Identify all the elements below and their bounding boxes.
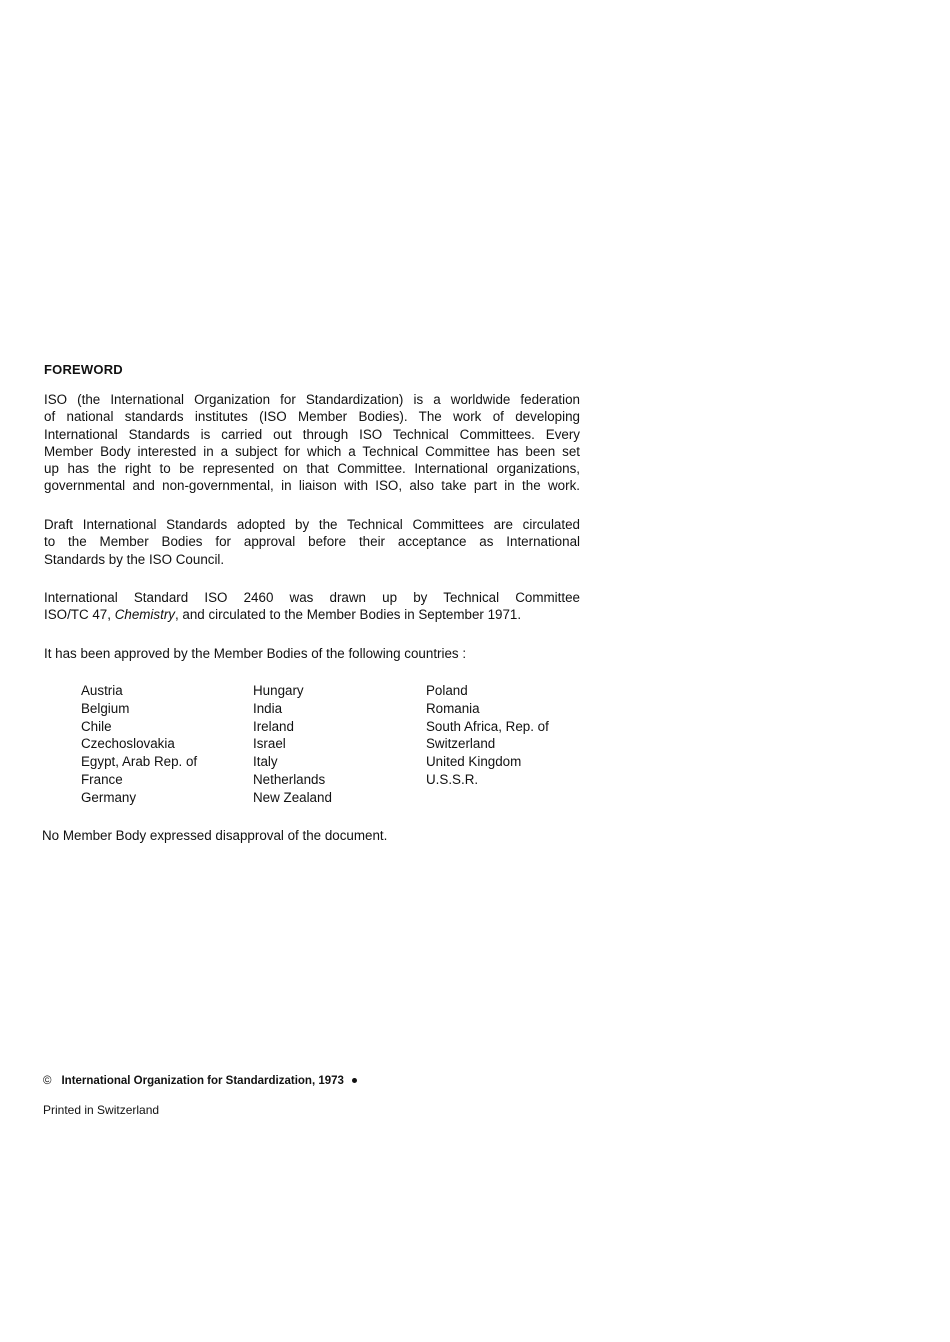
- country-item: Hungary: [253, 683, 304, 698]
- text-line: Standards by the ISO Council.: [44, 551, 225, 567]
- copyright-notice: [43, 1075, 357, 1087]
- text-line: [44, 606, 580, 623]
- text-line: ISO (the International Organization for Standardization) is a worldwide federation: [44, 392, 580, 407]
- text-line: International Standards is carried out through ISO Technical Committees. Every: [44, 426, 580, 442]
- text-line: It has been approved by the Member Bodies of the following countries :: [44, 646, 467, 661]
- country-item: France: [81, 771, 123, 787]
- country-item: Switzerland: [426, 736, 496, 752]
- country-item: Czechoslovakia: [81, 736, 175, 752]
- text-segment: ISO/TC 47,: [44, 607, 115, 623]
- country-item: Italy: [253, 754, 278, 770]
- country-item: Ireland: [253, 718, 294, 734]
- country-item: U.S.S.R.: [426, 771, 479, 787]
- text-segment: , and circulated to the Member Bodies in September 1971.: [174, 607, 522, 623]
- committee-name: Chemistry: [114, 607, 175, 623]
- foreword-paragraph-drafts: [44, 516, 580, 568]
- text-line: Member Body interested in a subject for which a Technical Committee has been set: [44, 443, 580, 459]
- text-line: up has the right to be represented on that Committee. International organizations,: [44, 461, 580, 477]
- country-item: Chile: [81, 718, 112, 734]
- country-item: New Zealand: [253, 789, 332, 805]
- country-item: Israel: [253, 736, 286, 752]
- copyright-text: International Organization for Standardization, 1973: [61, 1075, 344, 1087]
- text-line: No Member Body expressed disapproval of the document.: [42, 828, 388, 843]
- copyright-icon: ©: [43, 1075, 52, 1087]
- text-line: to the Member Bodies for approval before their acceptance as International: [44, 534, 580, 550]
- country-item: Romania: [426, 700, 480, 716]
- country-item: Germany: [81, 789, 137, 805]
- foreword-heading: FOREWORD: [44, 362, 123, 377]
- text-line: Draft International Standards adopted by the Technical Committees are circulated: [44, 517, 580, 532]
- country-column: [81, 682, 251, 807]
- country-item: Egypt, Arab Rep. of: [81, 754, 198, 770]
- country-item: India: [253, 700, 283, 716]
- foreword-paragraph-iso: [44, 391, 580, 495]
- foreword-paragraph-approval: [44, 645, 580, 662]
- country-item: Netherlands: [253, 771, 326, 787]
- text-line: International Standard ISO 2460 was drawn up by Technical Committee: [44, 590, 580, 605]
- country-item: Belgium: [81, 700, 130, 716]
- printed-location: Printed in Switzerland: [43, 1103, 160, 1117]
- country-item: United Kingdom: [426, 754, 522, 770]
- country-item: Austria: [81, 683, 123, 698]
- foreword-paragraph-disapproval: [42, 827, 578, 844]
- foreword-paragraph-standard: [44, 589, 580, 624]
- country-item: Poland: [426, 683, 468, 698]
- text-line: of national standards institutes (ISO Member Bodies). The work of developing: [44, 409, 580, 425]
- country-column: [253, 682, 423, 807]
- text-line: governmental and non-governmental, in liaison with ISO, also take part in the work.: [44, 478, 580, 494]
- country-column: [426, 682, 596, 789]
- country-item: South Africa, Rep. of: [426, 718, 549, 734]
- bullet-dot-icon: [352, 1078, 357, 1083]
